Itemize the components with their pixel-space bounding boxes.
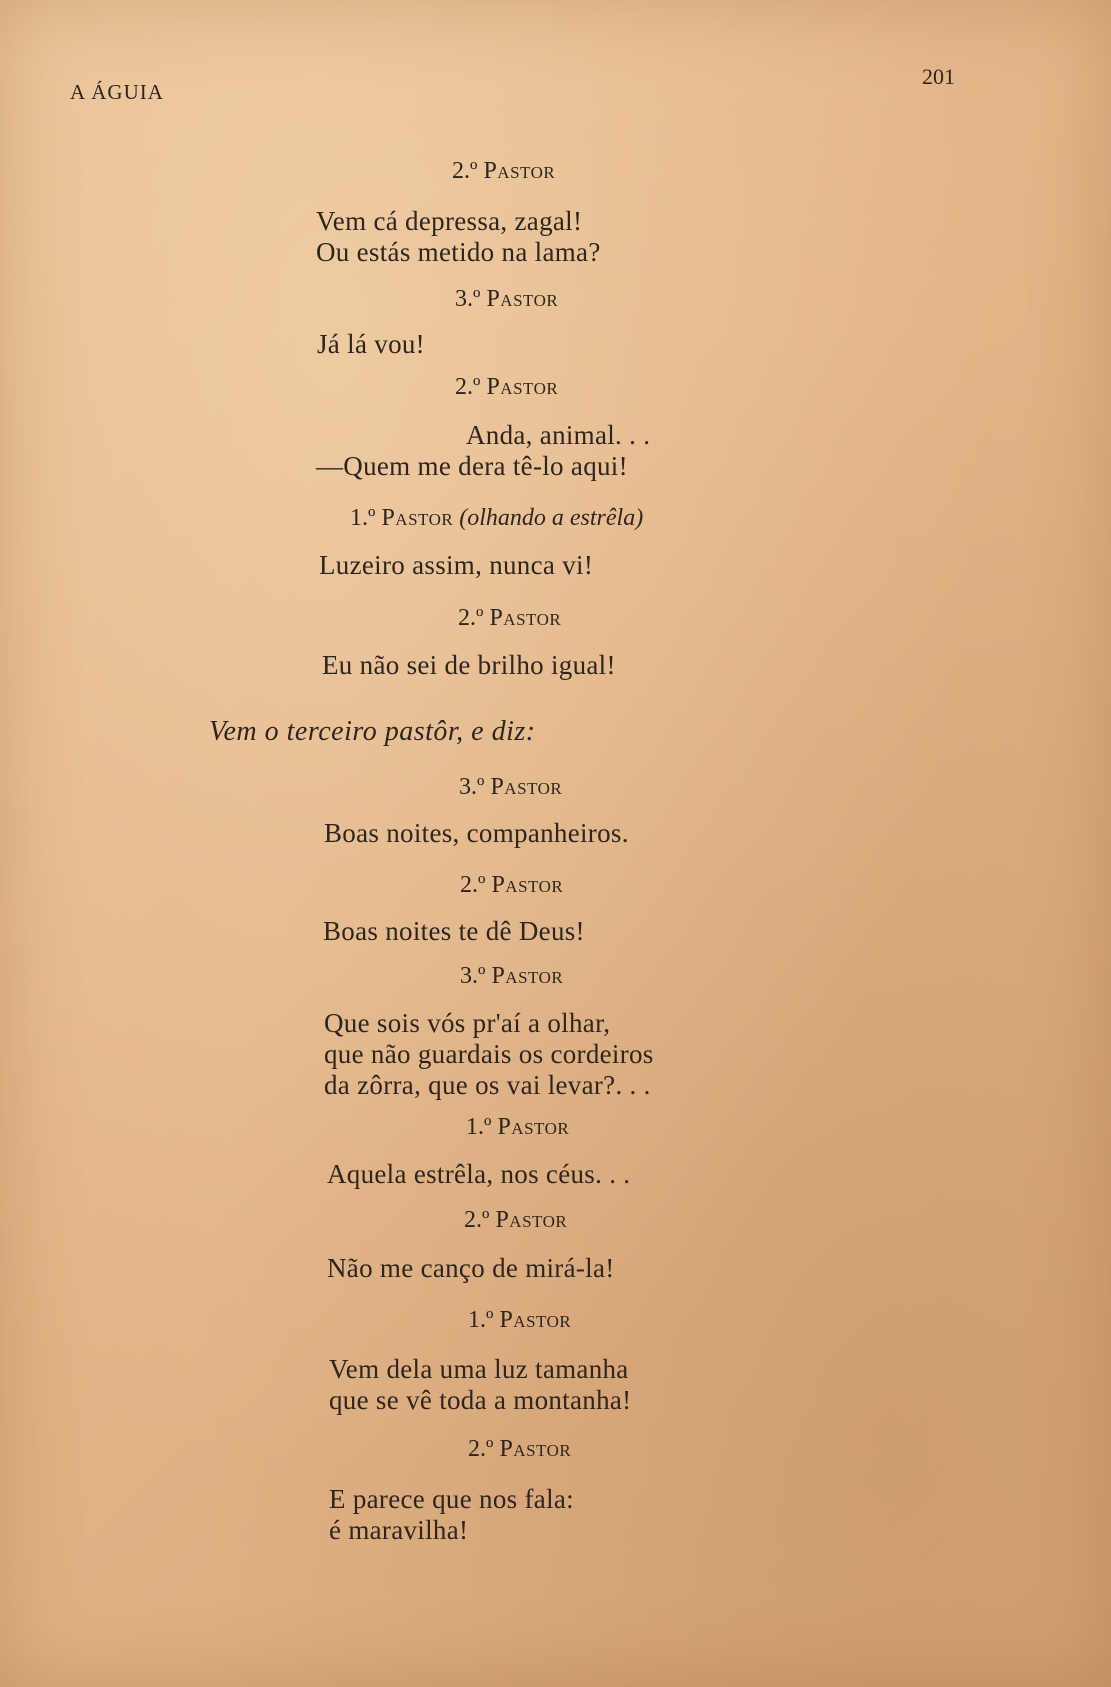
speaker-name: Pastor	[486, 374, 559, 400]
verse-lines: Não me canço de mirá-la!	[327, 1253, 615, 1283]
speaker-ordinal: 1.º	[468, 1307, 494, 1333]
speaker-heading	[455, 286, 558, 313]
speaker-ordinal: 2.º	[458, 605, 484, 631]
speaker-heading	[466, 1114, 569, 1141]
speaker-name: Pastor	[489, 605, 562, 631]
speaker-name: Pastor	[490, 774, 563, 800]
speaker-name: Pastor	[499, 1307, 572, 1333]
speaker-heading	[460, 872, 563, 899]
verse-lines: Já lá vou!	[317, 329, 425, 359]
verse-lines: Boas noites, companheiros.	[324, 818, 629, 848]
speaker-ordinal: 1.º	[350, 505, 376, 531]
speaker-ordinal: 1.º	[466, 1114, 492, 1140]
speaker-heading	[452, 158, 555, 185]
speaker-heading	[350, 505, 643, 532]
speaker-heading	[468, 1436, 571, 1463]
speaker-heading	[468, 1307, 571, 1334]
verse-lines: Vem dela uma luz tamanha que se vê toda a montanha!	[329, 1354, 632, 1415]
verse-lines: Luzeiro assim, nunca vi!	[319, 550, 594, 580]
verse-lines: Eu não sei de brilho igual!	[322, 650, 616, 680]
speaker-heading	[458, 605, 561, 632]
speaker-ordinal: 2.º	[460, 872, 486, 898]
verse-lines: Anda, animal. . .	[466, 420, 651, 450]
verse-lines: —Quem me dera tê-lo aqui!	[316, 451, 628, 481]
verse-lines: Boas noites te dê Deus!	[323, 916, 585, 946]
verse-lines: E parece que nos fala: é maravilha!	[329, 1484, 574, 1545]
speaker-ordinal: 2.º	[455, 374, 481, 400]
speaker-ordinal: 3.º	[459, 774, 485, 800]
speaker-heading	[459, 774, 562, 801]
speaker-ordinal: 3.º	[455, 286, 481, 312]
stage-direction: (olhando a estrêla)	[459, 505, 644, 531]
speaker-name: Pastor	[486, 286, 559, 312]
speaker-ordinal: 2.º	[452, 158, 478, 184]
speaker-name: Pastor	[381, 505, 454, 531]
speaker-ordinal: 2.º	[464, 1207, 490, 1233]
speaker-name: Pastor	[495, 1207, 568, 1233]
page-number: 201	[922, 64, 955, 89]
verse-lines: Aquela estrêla, nos céus. . .	[327, 1159, 631, 1189]
speaker-name: Pastor	[491, 963, 564, 989]
speaker-name: Pastor	[497, 1114, 570, 1140]
running-head: A ÁGUIA	[70, 80, 164, 104]
speaker-heading	[464, 1207, 567, 1234]
speaker-heading	[455, 374, 558, 401]
speaker-ordinal: 2.º	[468, 1436, 494, 1462]
speaker-name: Pastor	[483, 158, 556, 184]
verse-lines: Vem cá depressa, zagal! Ou estás metido na lama?	[316, 206, 601, 267]
verse-lines: Que sois vós pr'aí a olhar, que não guardais os cordeiros da zôrra, que os vai levar?. . .	[324, 1008, 654, 1100]
speaker-heading	[460, 963, 563, 990]
speaker-name: Pastor	[499, 1436, 572, 1462]
stage-direction-line: Vem o terceiro pastôr, e diz:	[209, 716, 536, 747]
speaker-ordinal: 3.º	[460, 963, 486, 989]
speaker-name: Pastor	[491, 872, 564, 898]
